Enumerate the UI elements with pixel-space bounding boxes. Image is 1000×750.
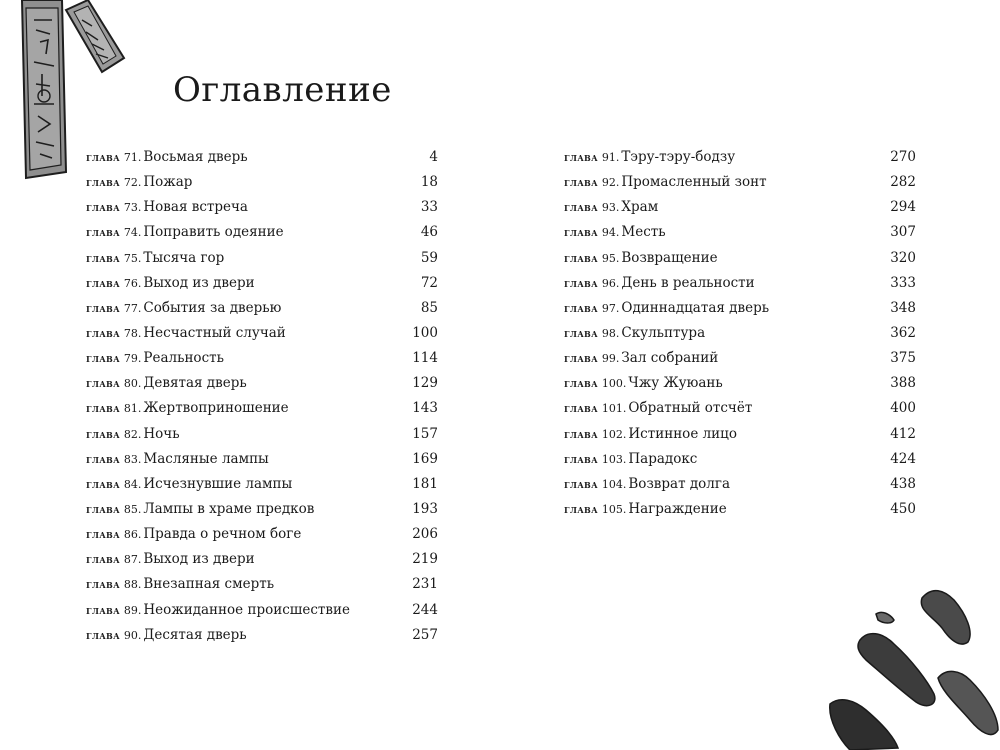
chapter-title: Правда о речном боге (143, 526, 302, 543)
chapter-page-number: 46 (420, 224, 438, 241)
chapter-title: Обратный отсчёт (628, 400, 753, 417)
chapter-title: События за дверью (143, 299, 282, 316)
chapter-prefix: глава (86, 402, 120, 416)
toc-entry (564, 246, 916, 271)
chapter-page-number: 244 (412, 601, 438, 618)
chapter-title: Тэру-тэру-бодзу (621, 149, 736, 165)
toc-entry (564, 396, 916, 421)
chapter-title: Неожиданное происшествие (143, 601, 350, 618)
chapter-number: 87. (123, 553, 142, 567)
chapter-prefix: глава (86, 226, 120, 240)
chapter-page-number: 206 (412, 526, 438, 543)
chapter-page-number: 114 (412, 350, 438, 367)
toc-entry (564, 195, 916, 220)
chapter-prefix: глава (564, 452, 598, 466)
chapter-prefix: глава (564, 201, 598, 215)
chapter-title: Парадокс (628, 450, 698, 467)
toc-entry (564, 296, 916, 321)
chapter-number: 91. (601, 151, 620, 164)
chapter-page-number: 282 (890, 174, 916, 191)
chapter-title: Возврат долга (628, 475, 730, 492)
chapter-prefix: глава (564, 477, 598, 491)
toc-entry (564, 371, 916, 396)
chapter-prefix: глава (86, 502, 120, 516)
chapter-title: Зал собраний (621, 350, 719, 367)
chapter-prefix: глава (86, 603, 120, 617)
chapter-prefix: глава (564, 377, 598, 391)
toc-entry (86, 246, 438, 271)
chapter-title: Ночь (143, 425, 180, 442)
toc-entry (564, 447, 916, 472)
chapter-number: 77. (123, 301, 142, 315)
chapter-prefix: глава (86, 176, 120, 190)
chapter-prefix: глава (86, 352, 120, 366)
toc-entry (86, 170, 438, 195)
chapter-number: 76. (123, 276, 142, 290)
chapter-page-number: 294 (890, 199, 916, 216)
chapter-page-number: 257 (412, 626, 438, 643)
chapter-number: 86. (123, 528, 142, 542)
toc-entry (564, 170, 916, 195)
chapter-page-number: 333 (890, 274, 916, 291)
chapter-number: 88. (123, 578, 142, 592)
toc-entry (86, 396, 438, 421)
chapter-page-number: 375 (890, 350, 916, 367)
chapter-page-number: 270 (890, 149, 916, 165)
chapter-number: 75. (123, 251, 142, 265)
chapter-prefix: глава (86, 427, 120, 441)
chapter-number: 80. (123, 377, 142, 391)
chapter-title: Одиннадцатая дверь (621, 299, 770, 316)
toc-entry (564, 271, 916, 296)
chapter-page-number: 59 (420, 249, 438, 266)
chapter-number: 102. (601, 427, 627, 441)
chapter-title: Скульптура (621, 324, 706, 341)
chapter-number: 83. (123, 452, 142, 466)
chapter-page-number: 320 (890, 249, 916, 266)
chapter-page-number: 18 (420, 174, 438, 191)
chapter-title: Выход из двери (143, 274, 255, 291)
toc-entry (86, 195, 438, 220)
chapter-prefix: глава (86, 377, 120, 391)
toc-entry (86, 522, 438, 547)
chapter-number: 84. (123, 477, 142, 491)
chapter-prefix: глава (564, 151, 598, 164)
chapter-title: Новая встреча (143, 199, 248, 216)
chapter-title: Внезапная смерть (143, 576, 275, 593)
chapter-prefix: глава (86, 553, 120, 567)
chapter-title: Исчезнувшие лампы (143, 475, 293, 492)
chapter-number: 73. (123, 201, 142, 215)
toc-entry (86, 447, 438, 472)
chapter-page-number: 231 (412, 576, 438, 593)
chapter-number: 78. (123, 326, 142, 340)
chapter-page-number: 307 (890, 224, 916, 241)
chapter-number: 98. (601, 326, 620, 340)
chapter-prefix: глава (86, 251, 120, 265)
chapter-number: 94. (601, 226, 620, 240)
chapter-title: Масляные лампы (143, 450, 269, 467)
chapter-number: 104. (601, 477, 627, 491)
chapter-title: Десятая дверь (143, 626, 247, 643)
chapter-prefix: глава (564, 301, 598, 315)
chapter-page-number: 100 (412, 324, 438, 341)
toc-entry (86, 145, 438, 170)
chapter-title: Возвращение (621, 249, 718, 266)
chapter-prefix: глава (86, 276, 120, 290)
chapter-prefix: глава (86, 628, 120, 642)
chapter-page-number: 412 (890, 425, 916, 442)
chapter-title: Награждение (628, 500, 727, 517)
toc-entry (86, 572, 438, 597)
chapter-title: Поправить одеяние (143, 224, 284, 241)
chapter-title: Жертвоприношение (143, 400, 289, 417)
chapter-page-number: 362 (890, 324, 916, 341)
chapter-number: 97. (601, 301, 620, 315)
toc-entry (564, 220, 916, 245)
chapter-prefix: глава (564, 176, 598, 190)
chapter-number: 101. (601, 402, 627, 416)
toc-entry (86, 598, 438, 623)
chapter-prefix: глава (86, 151, 120, 164)
chapter-number: 95. (601, 251, 620, 265)
toc-entry (86, 271, 438, 296)
chapter-prefix: глава (564, 251, 598, 265)
toc-right-column (564, 145, 916, 522)
chapter-title: Тысяча гор (143, 249, 225, 266)
chapter-number: 89. (123, 603, 142, 617)
chapter-page-number: 219 (412, 551, 438, 568)
chapter-page-number: 424 (890, 450, 916, 467)
chapter-page-number: 33 (420, 199, 438, 216)
chapter-number: 71. (123, 151, 142, 164)
toc-entry (86, 497, 438, 522)
chapter-number: 100. (601, 377, 627, 391)
toc-entry (86, 346, 438, 371)
chapter-number: 103. (601, 452, 627, 466)
chapter-title: Лампы в храме предков (143, 500, 315, 517)
chapter-number: 99. (601, 352, 620, 366)
chapter-page-number: 348 (890, 299, 916, 316)
chapter-title: Девятая дверь (143, 375, 247, 392)
chapter-prefix: глава (86, 301, 120, 315)
chapter-title: Храм (621, 199, 659, 216)
chapter-title: Пожар (143, 174, 193, 191)
chapter-number: 74. (123, 226, 142, 240)
chapter-page-number: 4 (429, 149, 438, 165)
chapter-prefix: глава (564, 502, 598, 516)
toc-entry (564, 145, 916, 170)
chapter-number: 85. (123, 502, 142, 516)
chapter-title: Промасленный зонт (621, 174, 767, 191)
toc-entry (86, 422, 438, 447)
toc-entry (564, 422, 916, 447)
chapter-title: Чжу Жуюань (628, 375, 723, 392)
chapter-title: Месть (621, 224, 666, 241)
toc-entry (86, 547, 438, 572)
toc-entry (86, 296, 438, 321)
chapter-page-number: 129 (412, 375, 438, 392)
chapter-page-number: 450 (890, 500, 916, 517)
chapter-title: Выход из двери (143, 551, 255, 568)
toc-left-column (86, 145, 438, 648)
chapter-number: 105. (601, 502, 627, 516)
chapter-number: 92. (601, 176, 620, 190)
chapter-prefix: глава (564, 427, 598, 441)
chapter-prefix: глава (564, 276, 598, 290)
chapter-prefix: глава (86, 528, 120, 542)
chapter-page-number: 438 (890, 475, 916, 492)
chapter-number: 90. (123, 628, 142, 642)
page-title: Оглавление (173, 70, 392, 110)
chapter-title: Истинное лицо (628, 425, 737, 442)
chapter-page-number: 143 (412, 400, 438, 417)
chapter-page-number: 181 (412, 475, 438, 492)
toc-entry (564, 346, 916, 371)
chapter-prefix: глава (86, 452, 120, 466)
chapter-number: 96. (601, 276, 620, 290)
toc-entry (86, 371, 438, 396)
chapter-title: Восьмая дверь (143, 149, 248, 165)
chapter-prefix: глава (86, 326, 120, 340)
chapter-page-number: 72 (420, 274, 438, 291)
chapter-prefix: глава (564, 402, 598, 416)
chapter-prefix: глава (564, 326, 598, 340)
toc-entry (86, 623, 438, 648)
ink-brush-strokes-icon (820, 580, 1000, 750)
chapter-page-number: 193 (412, 500, 438, 517)
chapter-page-number: 85 (420, 299, 438, 316)
toc-entry (564, 321, 916, 346)
chapter-number: 79. (123, 352, 142, 366)
chapter-prefix: глава (86, 477, 120, 491)
chapter-number: 82. (123, 427, 142, 441)
chapter-prefix: глава (564, 352, 598, 366)
toc-entry (86, 321, 438, 346)
chapter-page-number: 388 (890, 375, 916, 392)
chapter-prefix: глава (86, 201, 120, 215)
toc-entry (86, 472, 438, 497)
toc-entry (564, 497, 916, 522)
chapter-number: 93. (601, 201, 620, 215)
chapter-title: Несчастный случай (143, 324, 286, 341)
chapter-page-number: 169 (412, 450, 438, 467)
chapter-number: 72. (123, 176, 142, 190)
toc-entry (86, 220, 438, 245)
chapter-title: Реальность (143, 350, 224, 367)
toc-entry (564, 472, 916, 497)
chapter-title: День в реальности (621, 274, 755, 291)
chapter-prefix: глава (564, 226, 598, 240)
chapter-prefix: глава (86, 578, 120, 592)
chapter-number: 81. (123, 402, 142, 416)
chapter-page-number: 157 (412, 425, 438, 442)
chapter-page-number: 400 (890, 400, 916, 417)
